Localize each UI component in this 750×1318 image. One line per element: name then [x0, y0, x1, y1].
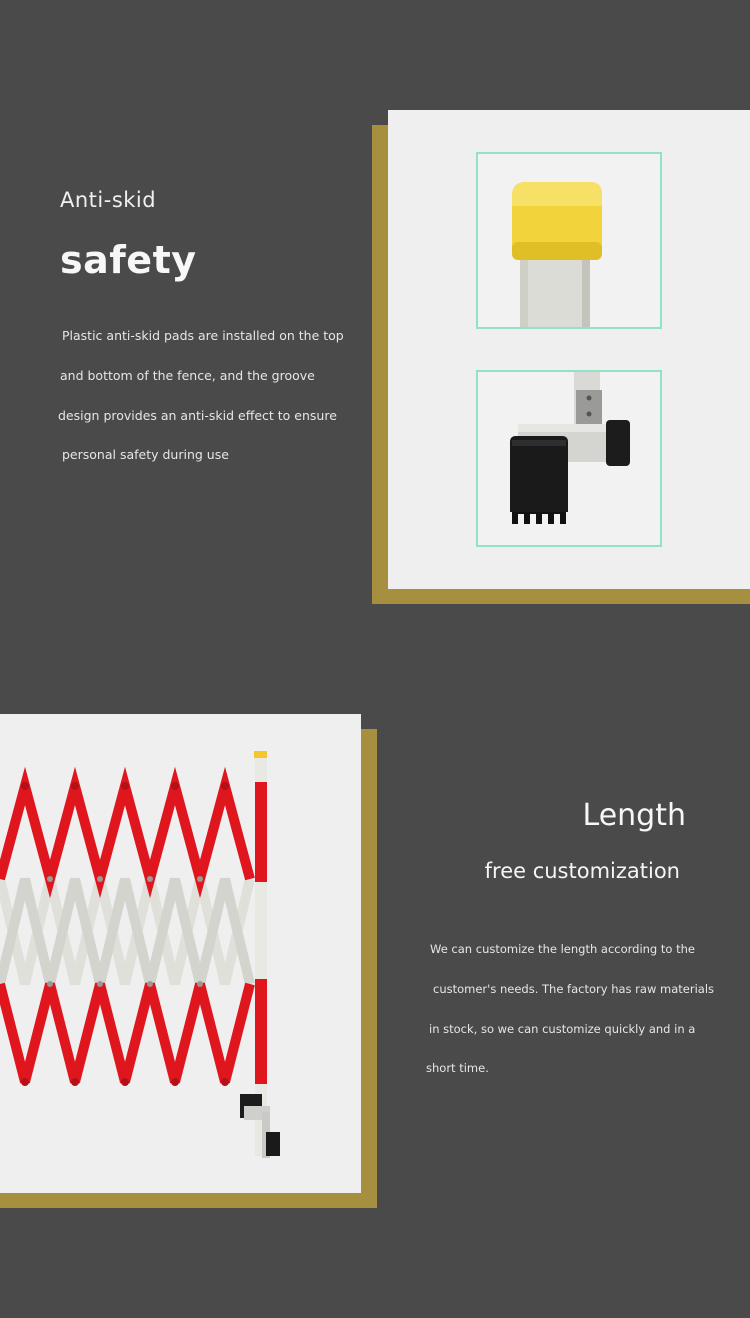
section1-line-4: personal safety during use: [62, 447, 229, 462]
section2-line-2: customer's needs. The factory has raw materials: [433, 982, 715, 996]
expandable-barrier-illustration: [0, 714, 361, 1193]
section1-image-panel: [388, 110, 750, 589]
section2-line-4: short time.: [426, 1061, 489, 1075]
section2-subheading: free customization: [484, 859, 680, 883]
section1-heading: Anti-skid: [60, 188, 157, 212]
bottom-foot-photo: [476, 370, 662, 547]
section2-image-panel: [0, 714, 361, 1193]
section1-line-3: design provides an anti-skid effect to ensure: [58, 408, 337, 423]
black-foot-illustration: [478, 372, 660, 545]
yellow-cap-illustration: [478, 154, 660, 327]
section2-line-1: We can customize the length according to the: [430, 942, 695, 956]
top-cap-photo: [476, 152, 662, 329]
section2-heading: Length: [582, 798, 686, 833]
section1-subheading: safety: [60, 238, 197, 282]
section2-line-3: in stock, so we can customize quickly and in a: [429, 1022, 696, 1036]
section1-line-2: and bottom of the fence, and the groove: [60, 368, 315, 383]
section1-line-1: Plastic anti-skid pads are installed on the top: [62, 328, 344, 343]
